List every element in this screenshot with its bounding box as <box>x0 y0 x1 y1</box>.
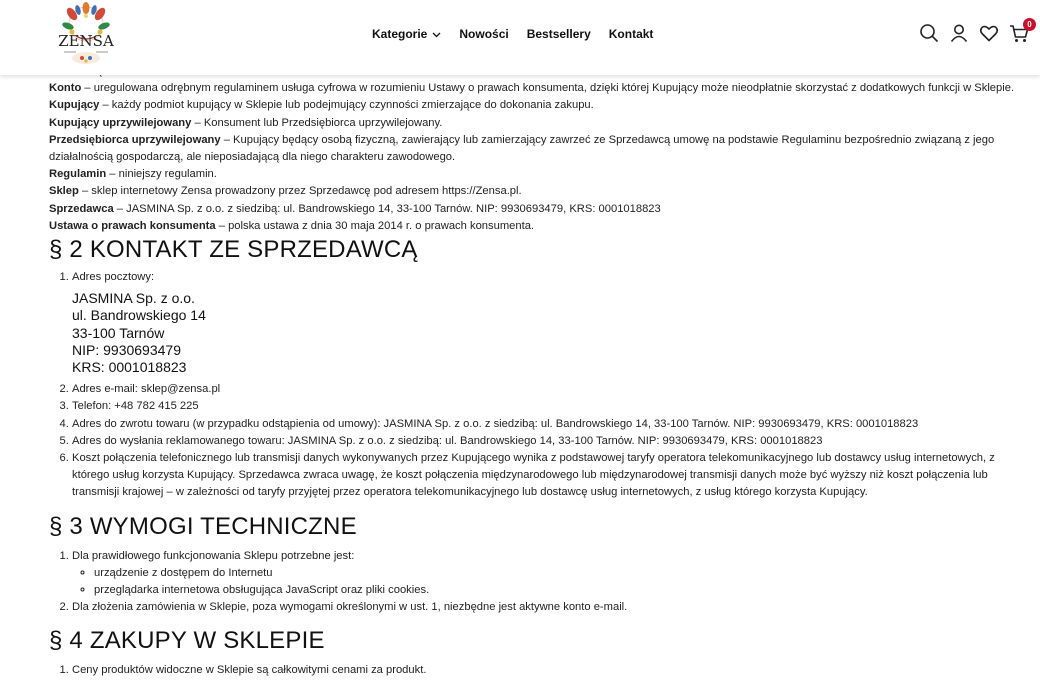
main-nav <box>372 24 671 44</box>
chevron-down-icon <box>432 24 441 44</box>
definition-kupujacy-uprzywilejowany <box>49 115 1029 132</box>
definition-sklep <box>49 183 1029 200</box>
section-2-list <box>49 269 1029 502</box>
list-item: 2. Dla złożenia zamówienia w Sklepie, poza wymogami określonymi w ust. 1, niezbędne jest aktywne konto e-mail. <box>72 599 1029 616</box>
list-item: 5. Adres do wysłania reklamowanego towaru: JASMINA Sp. z o.o. z siedzibą: ul. Bandrowskiego 14, 33-100 Tarnów. NIP: 9930693479, KRS: 0001018823 <box>72 433 1029 450</box>
heart-icon[interactable] <box>978 22 1000 44</box>
definition-term: Konto <box>49 82 82 95</box>
definition-term: Przedsiębiorca uprzywilejowany <box>49 133 221 146</box>
search-icon[interactable] <box>918 22 940 44</box>
definition-text: – sklep internetowy Zensa prowadzony przez Sprzedawcę pod adresem https://Zensa.pl. <box>78 185 522 198</box>
nav-kategorie[interactable] <box>372 24 441 44</box>
logo-text: ZENSA <box>58 32 114 50</box>
user-icon[interactable] <box>948 22 970 44</box>
address-line: KRS: 0001018823 <box>72 359 187 376</box>
section-3-list <box>49 548 1029 617</box>
requirements-sublist <box>72 565 1029 599</box>
list-item: 2. Adres e-mail: sklep@zensa.pl <box>72 381 1029 398</box>
definition-term: Kupujący uprzywilejowany <box>49 116 192 129</box>
section-3-heading: § 3 WYMOGI TECHNICZNE <box>49 512 357 540</box>
nav-nowosci[interactable] <box>459 24 508 44</box>
list-item: 3. Telefon: +48 782 415 225 <box>72 398 1029 415</box>
list-item <box>72 269 1029 376</box>
address-line: 33-100 Tarnów <box>72 324 165 341</box>
definition-text: – Kupujący będący osobą fizyczną, zawierający lub zamierzający zawrzeć ze Sprzedawcą umowę na podstawie Regulaminu bezpośrednio związaną z jego działalnością gospodarczą, ale nieposiadającą dla niego charakteru zawodowego. <box>49 133 995 164</box>
cart-count-badge: 0 <box>1023 18 1036 31</box>
address-line: ul. Bandrowskiego 14 <box>72 307 206 324</box>
definition-konto <box>49 80 1029 97</box>
list-item <box>72 548 1029 600</box>
definition-text: – Konsument lub Przedsiębiorca uprzywilejowany. <box>191 116 443 129</box>
definition-sprzedawca <box>49 201 1029 218</box>
definition-kupujacy <box>49 97 1029 114</box>
nav-bestsellery[interactable] <box>527 24 591 44</box>
address-line: NIP: 9930693479 <box>72 341 181 358</box>
definition-ustawa <box>49 218 1029 235</box>
sublist-item: ◦ przeglądarka internetowa obsługująca JavaScript oraz pliki cookies. <box>94 582 1029 599</box>
zensa-logo[interactable] <box>48 2 124 72</box>
definition-term: Kupujący <box>49 99 100 112</box>
nav-kategorie-label: Kategorie <box>372 27 428 41</box>
section-2-heading: § 2 KONTAKT ZE SPRZEDAWCĄ <box>49 236 418 264</box>
nav-kontakt-label: Kontakt <box>608 27 654 41</box>
nav-kontakt[interactable] <box>609 24 654 44</box>
section-4-list <box>49 662 1029 679</box>
sublist-item: ◦ urządzenie z dostępem do Internetu <box>94 565 1029 582</box>
definition-text: – JASMINA Sp. z o.o. z siedzibą: ul. Bandrowskiego 14, 33-100 Tarnów. NIP: 9930693479, KRS: 0001018823 <box>113 202 661 215</box>
definition-text: – niniejszy regulamin. <box>106 168 217 181</box>
definition-text: – uregulowana odrębnym regulaminem usługa cyfrowa w rozumieniu Ustawy o prawach konsumenta, dzięki której Kupujący może nieodpłatnie skorzystać z dodatkowych funkcji w Sklepie. <box>81 82 1015 95</box>
postal-address <box>72 290 1029 376</box>
section-4-heading: § 4 ZAKUPY W SKLEPIE <box>49 627 325 655</box>
cart-icon[interactable] <box>1008 22 1030 44</box>
list-item: 4. Adres do zwrotu towaru (w przypadku odstąpienia od umowy): JASMINA Sp. z o.o. z siedzibą: ul. Bandrowskiego 14, 33-100 Tarnów. NIP: 9930693479, KRS: 0001018823 <box>72 416 1029 433</box>
definition-term: Ustawa o prawach konsumenta <box>49 219 216 232</box>
postal-address-label: Adres pocztowy: <box>72 271 155 284</box>
definition-term: Sprzedawca <box>49 202 114 215</box>
definition-text: – polska ustawa z dnia 30 maja 2014 r. o prawach konsumenta. <box>215 219 535 232</box>
definition-term: Regulamin <box>49 168 107 181</box>
definition-regulamin <box>49 166 1029 183</box>
address-line: JASMINA Sp. z o.o. <box>72 290 195 307</box>
header-icons <box>918 22 1030 44</box>
definition-przedsiebiorca <box>49 132 1029 166</box>
nav-nowosci-label: Nowości <box>459 27 509 41</box>
list-item: 6. Koszt połączenia telefonicznego lub transmisji danych wykonywanych przez Kupującego wynika z podstawowej taryfy operatora telekomunikacyjnego lub dostawcy usług internetowych, z którego usług korzysta Kupujący. Sprzedawca zwraca uwagę, że koszt połączenia międzynarodowego lub międzynarodowej transmisji danych może być wyższy niż koszt połączenia lub transmisji krajowej – w zależności od taryfy przyjętej przez operatora telekomunikacyjnego lub dostawcę usług internetowych, z usług którego korzysta Kupujący. <box>72 450 1029 502</box>
definition-text: – każdy podmiot kupujący w Sklepie lub podejmujący czynności zmierzające do dokonania zakupu. <box>99 99 594 112</box>
terms-content <box>49 63 1029 680</box>
definition-term: Sklep <box>49 185 79 198</box>
list-item-text: Dla prawidłowego funkcjonowania Sklepu potrzebne jest: <box>72 549 355 562</box>
list-item: 1. Ceny produktów widoczne w Sklepie są całkowitymi cenami za produkt. <box>72 662 1029 679</box>
site-header <box>0 0 1040 75</box>
nav-bestsellery-label: Bestsellery <box>526 27 591 41</box>
